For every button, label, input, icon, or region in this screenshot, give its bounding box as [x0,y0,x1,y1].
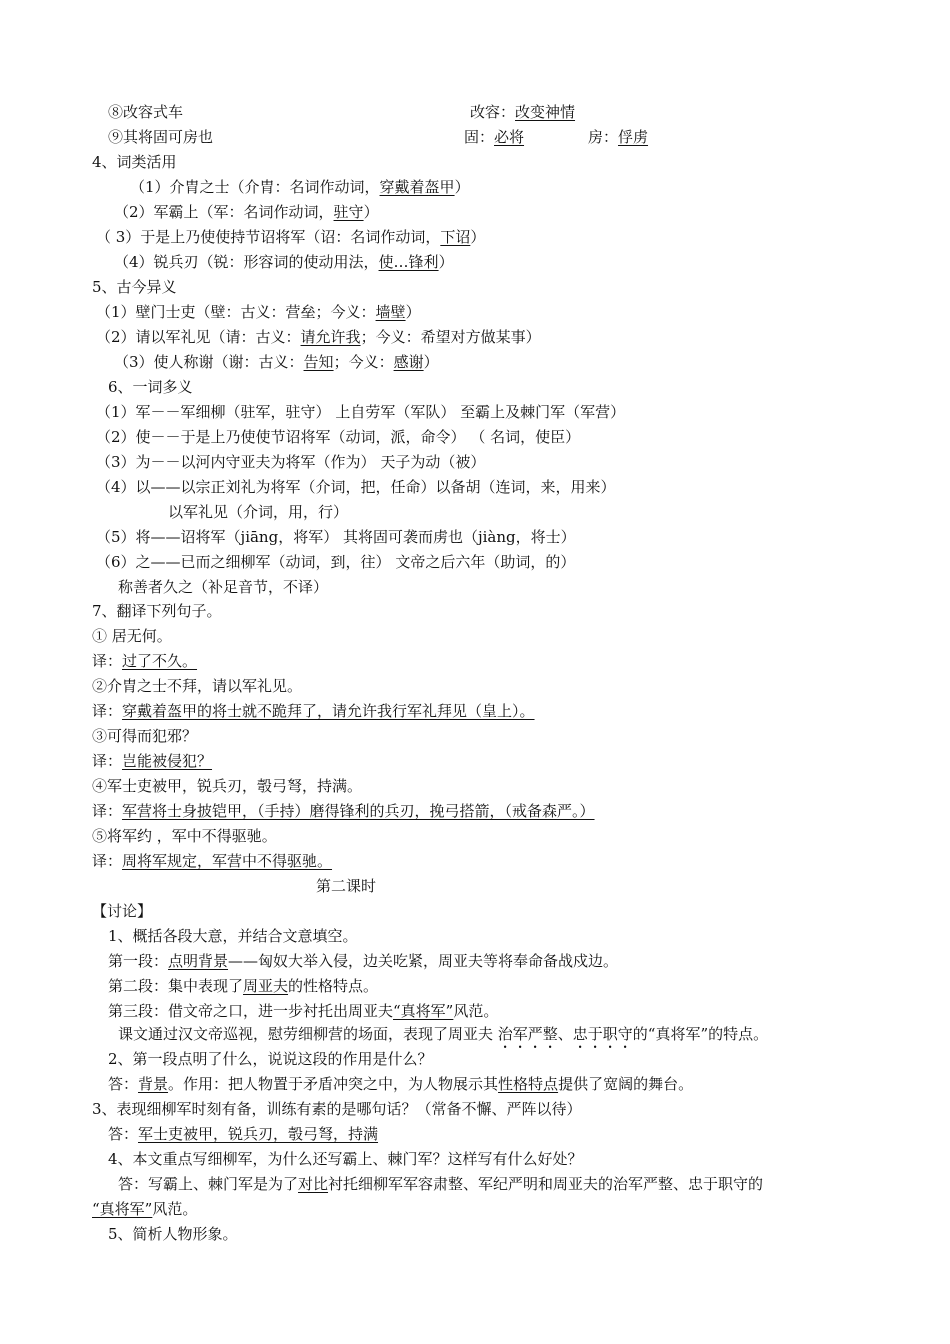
s6-line-4: （4）以——以宗正刘礼为将军（介词，把，任命）以备胡（连词，来，用来） [96,478,616,496]
discussion-heading: 【讨论】 [92,902,153,920]
discussion-question-4: 4、本文重点写细柳军，为什么还写霸上、棘门军？这样写有什么好处？ [108,1150,583,1168]
paragraph-2-summary: 第二段：集中表现了周亚夫的性格特点。 [108,977,379,995]
s4-item-4: （4）锐兵刃（锐：形容词的使动用法，使…锋利） [114,253,454,271]
discussion-question-3: 3、表现细柳军时刻有备，训练有素的是哪句话？（常备不懈、严阵以待） [92,1100,582,1118]
discussion-question-1: 1、概括各段大意，并结合文意填空。 [108,927,358,945]
s7-answer-2: 译：穿戴着盔甲的将士就不跪拜了，请允许我行军礼拜见（皇上）。 [92,702,535,720]
s4-item-1: （1）介胄之士（介胄：名词作动词，穿戴着盔甲） [130,178,470,196]
s7-question-5: ⑤将军约 ，军中不得驱驰。 [92,827,277,845]
paragraph-1-summary: 第一段：点明背景——匈奴大举入侵，边关吃紧，周亚夫等将奉命备战戍边。 [108,952,619,970]
section-4-heading: 4、词类活用 [92,153,177,171]
section-7-heading: 7、翻译下列句子。 [92,602,222,620]
discussion-question-2: 2、第一段点明了什么，说说这段的作用是什么？ [108,1050,433,1068]
discussion-question-5: 5、简析人物形象。 [108,1225,238,1243]
s7-question-1: ① 居无何。 [92,627,172,645]
s7-question-3: ③可得而犯邪？ [92,727,198,745]
s6-line-1: （1）军－－军细柳（驻军，驻守） 上自劳军（军队） 至霸上及棘门军（军营） [96,403,626,421]
s6-line-3: （3）为－－以河内守亚夫为将军（作为） 天子为动（被） [96,453,486,471]
vocab-answer-9a: 固：必将 [464,128,525,146]
discussion-answer-2: 答：背景。作用：把人物置于矛盾冲突之中，为人物展示其性格特点提供了宽阔的舞台。 [108,1075,694,1093]
s6-line-5: （5）将——诏将军（jiāng，将军） 其将固可袭而虏也（jiàng，将士） [96,528,576,546]
s7-answer-3: 译：岂能被侵犯？ [92,752,213,770]
vocab-answer-8: 改容：改变神情 [470,103,576,121]
s7-answer-4: 译：军营将士身披铠甲，（手持）磨得锋利的兵刃，挽弓搭箭，（戒备森严。） [92,802,595,820]
s5-item-2: （2）请以军礼见（请：古义：请允许我；今义：希望对方做某事） [96,328,541,346]
s7-question-4: ④军士吏被甲，锐兵刃，彀弓弩，持满。 [92,777,363,795]
section-6-heading: 6、一词多义 [108,378,193,396]
s4-item-2: （2）军霸上（军：名词作动词，驻守） [114,203,379,221]
s5-item-1: （1）壁门士吏（壁：古义：营垒；今义：墙壁） [96,303,421,321]
s7-answer-5: 译：周将军规定，军营中不得驱驰。 [92,852,333,870]
s6-line-6b: 称善者久之（补足音节，不译） [118,578,329,596]
discussion-answer-3: 答：军士吏被甲，锐兵刃，彀弓弩，持满 [108,1125,379,1143]
discussion-answer-4: 答：写霸上、棘门军是为了对比衬托细柳军军容肃整、军纪严明和周亚夫的治军严整、忠于职守的 [118,1175,764,1193]
s7-question-2: ②介胄之士不拜，请以军礼见。 [92,677,303,695]
paragraph-3-summary: 第三段：借文帝之口，进一步衬托出周亚夫“真将军”风范。 [108,1002,499,1020]
s4-item-3: （ 3）于是上乃使使持节诏将军（诏：名词作动词，下诏） [96,228,486,246]
s6-line-4b: 以军礼见（介词，用，行） [168,503,349,521]
section-5-heading: 5、古今异义 [92,278,177,296]
s6-line-6: （6）之——已而之细柳军（动词，到，往） 文帝之后六年（助词，的） [96,553,576,571]
discussion-answer-4-continued: “真将军”风范。 [92,1200,198,1218]
vocab-answer-9b: 房：俘虏 [588,128,649,146]
vocab-item-9: ⑨其将固可房也 [108,128,214,146]
lesson-2-title: 第二课时 [316,877,377,895]
vocab-item-8: ⑧改容式车 [108,103,184,121]
s5-item-3: （3）使人称谢（谢：古义：告知；今义：感谢） [114,353,439,371]
s7-answer-1: 译：过了不久。 [92,652,198,670]
s6-line-2: （2）使－－于是上乃使使节诏将军（动词，派，命令） （ 名词，使臣） [96,428,581,446]
text-summary: 课文通过汉文帝巡视，慰劳细柳营的场面，表现了周亚夫 治军严整、忠于职守的“真将军”的特点。 [118,1025,769,1043]
